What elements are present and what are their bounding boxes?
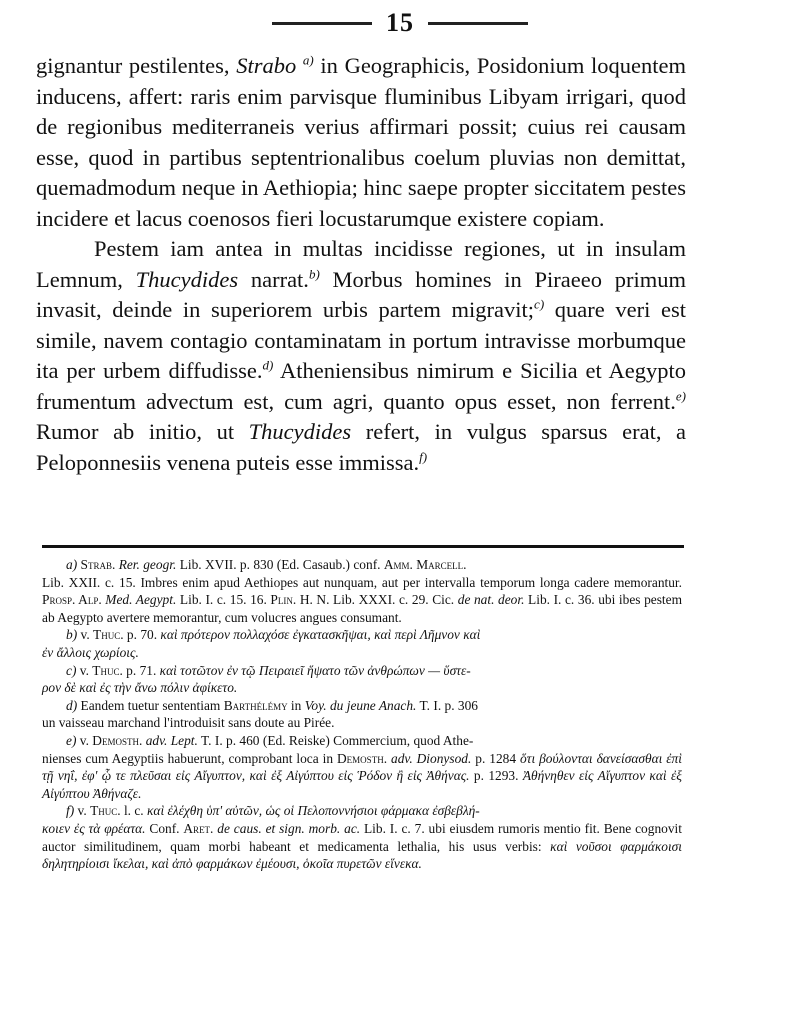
- text-run: p. 70.: [123, 627, 161, 643]
- italic-run: d): [66, 697, 81, 713]
- text-run: T. I. p. 306: [416, 697, 479, 713]
- text-run: l. c.: [120, 803, 147, 819]
- text-run: Atheniensibus nimirum e Sicilia et Aegypto frumentum advectum est, cum agri, quanto opus esset, non ferrent.: [36, 358, 686, 414]
- footnote-continuation: [42, 750, 682, 803]
- greek-quote: καὶ πρότερον πολλαχόσε ἐγκατασκῆψαι, καὶ περὶ Λῆμνον καὶ: [160, 627, 481, 643]
- italic-run: Strabo: [236, 53, 297, 78]
- main-text: [36, 51, 686, 478]
- text-run: nienses cum Aegyptiis habuerunt, comprobant loca in: [42, 750, 338, 766]
- author-abbrev: Barthélémy: [223, 697, 288, 713]
- footnote: [42, 626, 682, 661]
- footnotes: [42, 556, 682, 873]
- footnote: [42, 732, 682, 802]
- header-rule-left: [272, 22, 372, 25]
- footnote-continuation: [42, 574, 682, 627]
- italic-run: Voy. du jeune Anach.: [304, 697, 417, 713]
- text-run: H. N. Lib. XXXI. c. 29. Cic.: [296, 592, 458, 608]
- footnote-first-line: [42, 626, 682, 644]
- greek-quote: καὶ νοῦσοι φαρμάκοισι δηλητηρίοισι ἴκελαι, καὶ ἀπὸ φαρμάκων ἐμέουσι, ὁκοῖα πυρετῶν εἵνεκα.: [42, 838, 682, 872]
- footnote-first-line: [42, 662, 682, 680]
- body-paragraph: [36, 234, 686, 478]
- text-run: narrat.: [238, 266, 309, 292]
- author-abbrev: Thuc.: [93, 627, 124, 643]
- text-run: gignantur pestilentes,: [36, 53, 237, 78]
- footnote-marker: b): [308, 266, 320, 281]
- footnote-separator-rule: [42, 545, 684, 548]
- italic-run: e): [66, 732, 80, 748]
- footnote-marker: a): [302, 52, 314, 68]
- text-run: in Geographicis, Posidonium loquentem inducens, affert: raris enim parvisque fluminibus Libyam irrigari, quod de regionibus mediterraneis verius affirmari possit; cuius rei causam esse, quod in partibus septentrionalibus coelum pluvias non demittat, quemadmodum neque in Aethiopia; hinc saepe propter siccitatem pestes incidere et lacus coenosos fieri locustarumque existere copiam.: [36, 53, 686, 231]
- text-run: v.: [80, 627, 94, 643]
- greek-quote: Ἀθήνηθεν εἰς Αἴγυπτον καὶ ἐξ Αἰγύπτου Ἀθήναζε.: [42, 768, 682, 801]
- text-run: p. 1293.: [469, 768, 523, 784]
- author-abbrev: Demosth.: [92, 732, 143, 748]
- text-run: in: [287, 697, 305, 713]
- text-run: v.: [79, 662, 93, 678]
- author-abbrev: Demosth.: [337, 750, 388, 766]
- footnote-continuation: [42, 820, 682, 873]
- footnote: [42, 802, 682, 872]
- text-run: refert, in vulgus sparsus erat, a Peloponnesiis venena puteis esse immissa.: [36, 419, 686, 475]
- text-run: Pestem iam antea in multas incidisse regiones, ut in insulam Lemnum,: [36, 236, 686, 292]
- italic-run: a): [66, 557, 81, 572]
- text-run: v.: [77, 803, 91, 819]
- header-rule-right: [428, 22, 528, 25]
- text-run: un vaisseau marchand l'introduisit sans doute au Pirée.: [42, 715, 335, 731]
- italic-run: Rer. geogr.: [118, 557, 177, 572]
- greek-quote: ρον δὲ καὶ ἐς τὴν ἄνω πόλιν ἀφίκετο.: [42, 680, 238, 696]
- italic-run: de nat. deor.: [457, 592, 525, 608]
- footnote: [42, 697, 682, 732]
- italic-run: de caus. et sign. morb. ac.: [217, 820, 361, 836]
- footnote: [42, 662, 682, 697]
- author-abbrev: Amm. Marcell.: [383, 557, 467, 572]
- text-run: Morbus homines in Piraeeo primum invasit, deinde in superiorem urbis partem migravit;: [36, 266, 686, 322]
- footnote-continuation: [42, 714, 682, 732]
- page-header: [0, 8, 800, 38]
- text-run: Lib. I. c. 7. ubi eiusdem rumoris mentio fit. Bene cognovit auctor similitudinem, quam morbi habeant et medicamenta lethalia, his usus verbis:: [42, 820, 682, 854]
- footnote: [42, 556, 682, 626]
- author-abbrev: Aret.: [183, 820, 214, 836]
- footnote-continuation: [42, 679, 682, 697]
- italic-run: c): [66, 662, 80, 678]
- text-run: T. I. p. 460 (Ed. Reiske) Commercium, quod Athe-: [197, 732, 474, 748]
- author-abbrev: Strab.: [80, 557, 116, 572]
- footnote-marker: c): [534, 296, 545, 312]
- greek-quote: κοιεν ἐς τὰ φρέατα.: [42, 820, 146, 836]
- author-abbrev: Plin.: [270, 592, 297, 608]
- footnote-continuation: [42, 644, 682, 662]
- italic-run: Med. Aegypt.: [105, 592, 177, 608]
- text-run: [296, 53, 303, 78]
- footnote-first-line: [42, 556, 682, 574]
- italic-run: b): [66, 627, 81, 643]
- italic-run: Thucydides: [248, 419, 352, 444]
- text-run: Lib. I. c. 15. 16.: [176, 592, 271, 608]
- italic-run: f): [66, 803, 78, 819]
- text-run: p. 1284: [471, 750, 520, 766]
- footnote-marker: e): [675, 388, 686, 403]
- italic-run: Thucydides: [135, 266, 239, 292]
- page-number: 15: [386, 8, 414, 37]
- text-run: Conf.: [145, 820, 184, 836]
- text-run: v.: [79, 732, 93, 748]
- greek-quote: καὶ τοτῶτον ἐν τῷ Πειραιεῖ ἥψατο τῶν ἀνθρώπων — ὕστε-: [159, 662, 471, 678]
- author-abbrev: Thuc.: [90, 803, 121, 819]
- body-paragraph: [36, 51, 686, 234]
- text-run: Lib. XXII. c. 15. Imbres enim apud Aethiopes aut nunquam, aut per intervalla temporum longa cadere memorantur.: [42, 574, 682, 590]
- italic-run: adv. Dionysod.: [391, 750, 472, 766]
- greek-quote: ὅτι βούλονται δανείσασθαι ἐπὶ τῇ νηΐ, ἐφ' ᾧ τε πλεῦσαι εἰς Αἴγυπτον, καὶ ἐξ Αἰγύπτου εἰς Ῥόδον ἢ εἰς Ἀθήνας.: [42, 750, 682, 784]
- greek-quote: καὶ ἐλέχθη ὑπ' αὐτῶν, ὡς οἱ Πελοποννήσιοι φάρμακα ἐσβεβλή-: [147, 803, 480, 819]
- greek-quote: ἐν ἄλλοις χωρίοις.: [42, 644, 139, 660]
- text-run: Eandem tuetur sententiam: [80, 697, 224, 713]
- text-run: Lib. I. c. 36. ubi ibes pestem ab Aegypto avertere memorantur, cum volucres angues consumant.: [42, 592, 683, 625]
- text-run: quare veri est simile, navem contagio contaminatam in portum intravisse morbumque ita per urbem diffudisse.: [36, 297, 686, 383]
- italic-run: adv. Lept.: [145, 732, 198, 748]
- footnote-first-line: [42, 697, 682, 715]
- author-abbrev: Thuc.: [92, 662, 123, 678]
- footnote-first-line: [42, 802, 682, 820]
- footnote-marker: f): [419, 449, 428, 464]
- footnote-first-line: [42, 732, 682, 750]
- author-abbrev: Prosp. Alp.: [42, 592, 102, 608]
- text-run: Lib. XVII. p. 830 (Ed. Casaub.) conf.: [176, 557, 384, 572]
- text-run: Rumor ab initio, ut: [36, 419, 249, 444]
- text-run: p. 71.: [122, 662, 160, 678]
- footnote-marker: d): [262, 357, 274, 373]
